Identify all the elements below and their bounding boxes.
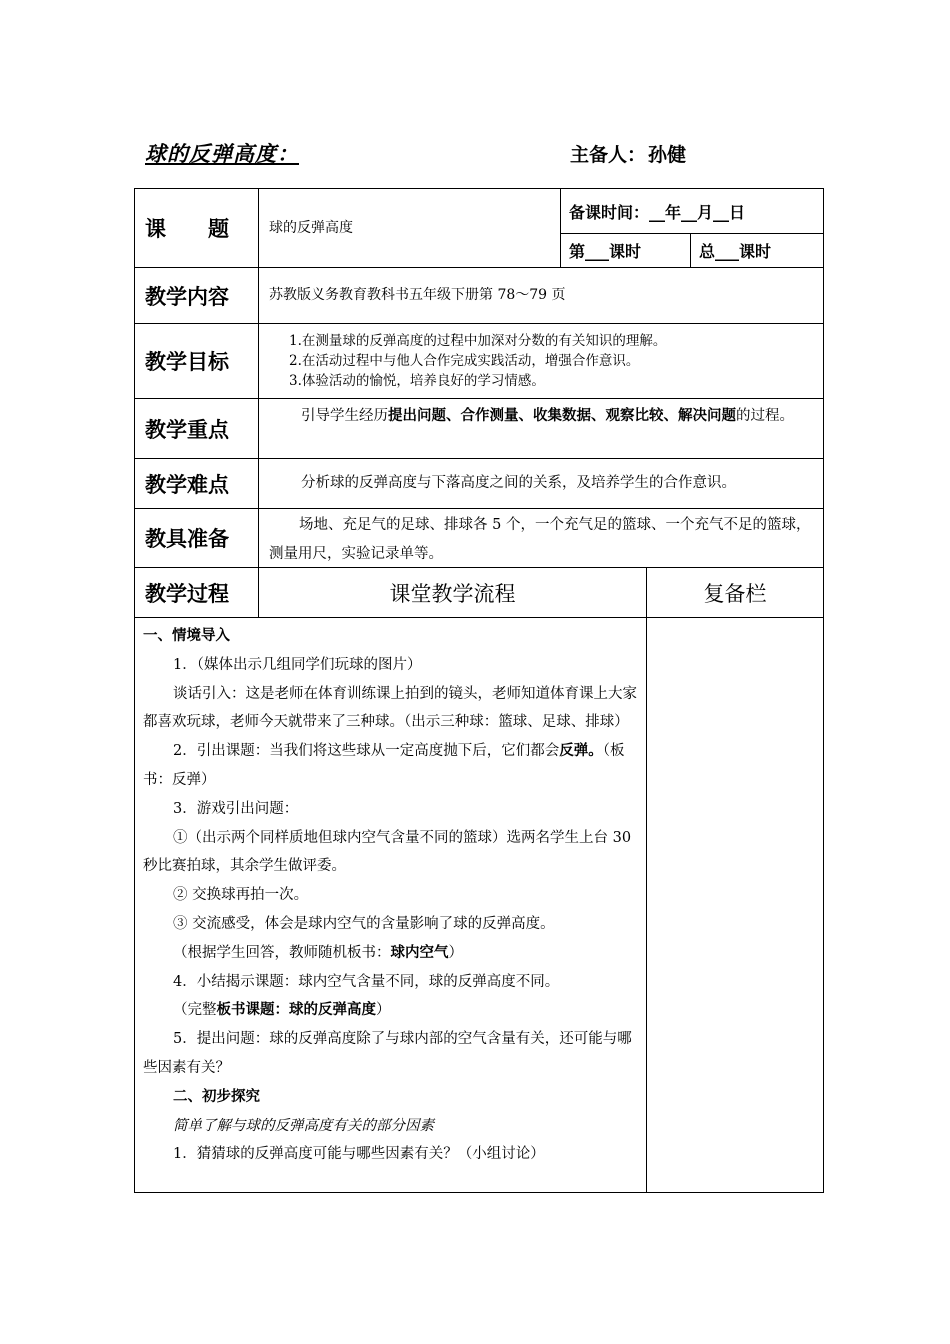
key-points-pre: 引导学生经历 bbox=[301, 408, 388, 424]
key-points-post: 的过程。 bbox=[736, 408, 794, 424]
notes-header: 复备栏 bbox=[646, 567, 824, 618]
paragraph: 1．（媒体出示几组同学们玩球的图片） bbox=[173, 656, 422, 673]
paragraph: 3．游戏引出问题： bbox=[173, 800, 299, 817]
paragraph: （完整板书课题：球的反弹高度） bbox=[173, 1002, 391, 1019]
goals-label: 教学目标 bbox=[134, 323, 259, 399]
paragraph: 谈话引入：这是老师在体育训练课上拍到的镜头，老师知道体育课上大家都喜欢玩球，老师今天就带来了三种球。（出示三种球：篮球、足球、排球） bbox=[143, 685, 637, 731]
paragraph: 4．小结揭示课题：球内空气含量不同，球的反弹高度不同。 bbox=[173, 973, 560, 990]
flow-header: 课堂教学流程 bbox=[258, 567, 647, 618]
paragraph: ② 交换球再拍一次。 bbox=[173, 887, 309, 904]
materials-value: 场地、充足气的足球、排球各 5 个，一个充气足的篮球、一个充气不足的篮球，测量用尺，实验记录单等。 bbox=[258, 508, 824, 568]
author-line bbox=[568, 140, 686, 167]
lesson-number: 第___课时 bbox=[560, 233, 691, 268]
goal-item: 3.体验活动的愉悦，培养良好的学习情感。 bbox=[289, 373, 545, 389]
content-label: 教学内容 bbox=[134, 267, 259, 324]
key-points-label: 教学重点 bbox=[134, 398, 259, 459]
prep-time: 备课时间：__年__月__日 bbox=[560, 188, 824, 234]
paragraph: 2．引出课题：当我们将这些球从一定高度抛下后，它们都会反弹。（板书：反弹） bbox=[143, 743, 625, 788]
difficulties-value: 分析球的反弹高度与下落高度之间的关系，及培养学生的合作意识。 bbox=[258, 458, 824, 509]
process-label: 教学过程 bbox=[134, 567, 259, 618]
key-points-value bbox=[258, 398, 824, 459]
paragraph: 5．提出问题：球的反弹高度除了与球内部的空气含量有关，还可能与哪些因素有关？ bbox=[143, 1031, 632, 1076]
topic-value: 球的反弹高度 bbox=[258, 188, 561, 268]
topic-label: 课 题 bbox=[134, 188, 259, 268]
goals-list bbox=[258, 323, 824, 399]
process-body bbox=[134, 617, 647, 1193]
paragraph: ③ 交流感受，体会是球内空气的含量影响了球的反弹高度。 bbox=[173, 915, 555, 932]
author-label: 主备人： bbox=[570, 144, 647, 166]
content-value: 苏教版义务教育教科书五年级下册第 78～79 页 bbox=[258, 267, 824, 324]
section-2-subtitle: 简单了解与球的反弹高度有关的部分因素 bbox=[173, 1117, 434, 1134]
paragraph: ①（出示两个同样质地但球内空气含量不同的篮球）选两名学生上台 30 秒比赛拍球，其余学生做评委。 bbox=[143, 829, 632, 875]
difficulties-label: 教学难点 bbox=[134, 458, 259, 509]
total-lessons: 总___课时 bbox=[690, 233, 824, 268]
author-name: 孙健 bbox=[648, 144, 687, 166]
section-1-title: 一、情境导入 bbox=[143, 628, 230, 644]
materials-label: 教具准备 bbox=[134, 508, 259, 568]
document-title: 球的反弹高度： bbox=[145, 141, 299, 166]
section-2-title: 二、初步探究 bbox=[173, 1088, 260, 1105]
key-points-bold: 提出问题、合作测量、收集数据、观察比较、解决问题 bbox=[388, 408, 736, 424]
notes-column bbox=[646, 617, 824, 1193]
goal-item: 2.在活动过程中与他人合作完成实践活动，增强合作意识。 bbox=[289, 353, 640, 369]
paragraph: 1．猜猜球的反弹高度可能与哪些因素有关？（小组讨论） bbox=[173, 1146, 545, 1163]
paragraph: （根据学生回答，教师随机板书：球内空气） bbox=[173, 944, 463, 961]
goal-item: 1.在测量球的反弹高度的过程中加深对分数的有关知识的理解。 bbox=[289, 333, 667, 349]
